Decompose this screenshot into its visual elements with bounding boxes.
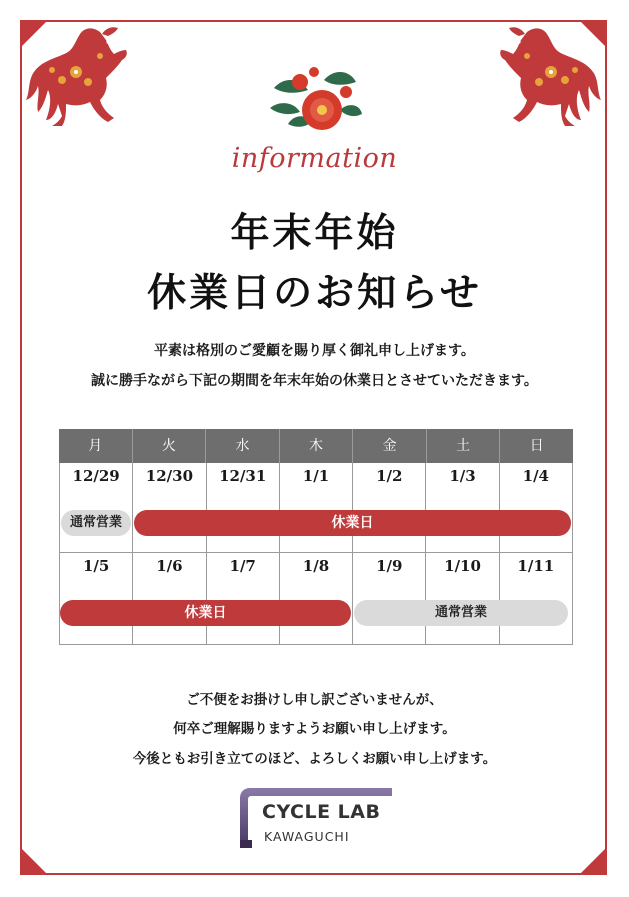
date-cell: 12/29 <box>59 463 132 553</box>
weekday-mon: 月 <box>88 438 103 454</box>
open-bar-week2: 通常営業 <box>354 600 568 626</box>
page-title-line2: 休業日のお知らせ <box>147 270 482 316</box>
date-cell: 1/8 <box>279 553 352 645</box>
date-cell: 1/3 <box>425 463 498 553</box>
red-horse-icon <box>495 20 605 135</box>
closing-line2: 何卒ご理解賜りますようお願い申し上げます。 <box>173 721 456 737</box>
camellia-flower-icon <box>264 62 364 140</box>
page-title-line1: 年末年始 <box>230 210 399 256</box>
closed-bar-week2: 休業日 <box>60 600 351 626</box>
weekday-thu: 木 <box>279 429 353 463</box>
calendar-weekday-header <box>59 429 573 463</box>
date-cell: 1/4 <box>499 463 573 553</box>
holiday-calendar <box>59 429 573 645</box>
intro-line2: 誠に勝手ながら下記の期間を年末年始の休業日とさせていただきます。 <box>91 373 538 389</box>
calendar-week-2 <box>59 553 573 645</box>
weekday-tue: 火 <box>132 429 206 463</box>
logo-name: CYCLE LAB <box>262 801 381 823</box>
date-cell: 1/5 <box>59 553 132 645</box>
logo-subname: KAWAGUCHI <box>264 829 350 844</box>
corner-ornament-bottom-right <box>579 847 607 875</box>
date-cell: 12/31 <box>206 463 279 553</box>
date-cell: 1/6 <box>132 553 205 645</box>
calendar-week-1 <box>59 463 573 553</box>
date-cell: 12/30 <box>132 463 205 553</box>
weekday-sat: 土 <box>426 429 500 463</box>
red-horse-icon <box>22 20 132 135</box>
open-badge-week1: 通常営業 <box>61 510 131 536</box>
date-cell: 1/1 <box>279 463 352 553</box>
closing-line3: 今後ともお引き立てのほど、よろしくお願い申し上げます。 <box>132 751 497 767</box>
date-cell: 1/10 <box>425 553 498 645</box>
weekday-fri: 金 <box>352 429 426 463</box>
intro-line1: 平素は格別のご愛顧を賜り厚く御礼申し上げます。 <box>154 343 475 359</box>
corner-ornament-bottom-left <box>20 847 48 875</box>
date-cell: 1/11 <box>499 553 573 645</box>
closing-line1: ご不便をお掛けし申し訳ございませんが、 <box>186 692 443 708</box>
date-cell: 1/2 <box>352 463 425 553</box>
weekday-sun: 日 <box>499 429 573 463</box>
info-subtitle: information <box>231 143 398 174</box>
date-cell: 1/9 <box>352 553 425 645</box>
closed-bar-week1: 休業日 <box>134 510 571 536</box>
date-cell: 1/7 <box>206 553 279 645</box>
weekday-wed: 水 <box>205 429 279 463</box>
